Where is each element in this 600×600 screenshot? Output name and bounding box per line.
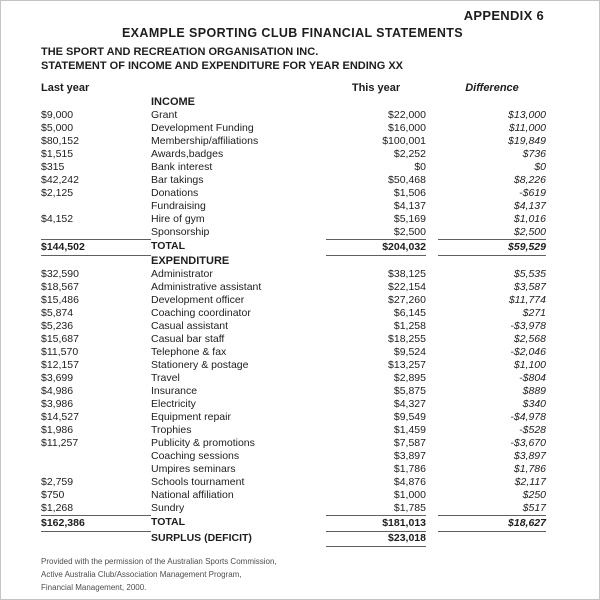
this-year-value: $1,785 — [393, 502, 426, 514]
table-row — [41, 268, 544, 281]
this-year-value: $100,001 — [382, 135, 426, 147]
this-year-value: $1,258 — [393, 320, 426, 332]
this-year-value: $1,000 — [393, 489, 426, 501]
difference-value: $13,000 — [508, 109, 546, 121]
table-row — [41, 502, 544, 515]
table-row — [41, 148, 544, 161]
expenditure-rows — [41, 268, 544, 515]
item-label: Equipment repair — [151, 411, 231, 423]
item-label: Hire of gym — [151, 213, 205, 225]
item-label: Development Funding — [151, 122, 254, 134]
column-header-last-year: Last year — [41, 82, 90, 94]
income-section-label: INCOME — [151, 96, 195, 108]
this-year-value: $1,459 — [393, 424, 426, 436]
difference-value: $1,100 — [513, 359, 546, 371]
last-year-value: $32,590 — [41, 268, 79, 280]
item-label: Administrator — [151, 268, 213, 280]
item-label: Sundry — [151, 502, 185, 514]
column-header-row — [41, 81, 544, 96]
table-row — [41, 411, 544, 424]
last-year-value: $315 — [41, 161, 65, 173]
last-year-value — [41, 450, 151, 463]
this-year-value: $5,875 — [393, 385, 426, 397]
table-row — [41, 450, 544, 463]
last-year-value: $2,125 — [41, 187, 74, 199]
this-year-value: $0 — [414, 161, 426, 173]
last-year-value: $80,152 — [41, 135, 79, 147]
table-row — [41, 226, 544, 239]
this-year-value: $4,876 — [393, 476, 426, 488]
item-label: Insurance — [151, 385, 198, 397]
surplus-row — [41, 531, 544, 547]
document-content — [1, 1, 599, 594]
table-row — [41, 463, 544, 476]
table-row — [41, 213, 544, 226]
item-label: Sponsorship — [151, 226, 210, 238]
this-year-value: $1,786 — [393, 463, 426, 475]
last-year-value: $14,527 — [41, 411, 79, 423]
this-year-value: $27,260 — [388, 294, 426, 306]
item-label: Umpires seminars — [151, 463, 236, 475]
last-year-value: $5,000 — [41, 122, 74, 134]
last-year-value: $11,257 — [41, 437, 79, 449]
last-year-value — [41, 200, 151, 213]
last-year-value: $2,759 — [41, 476, 74, 488]
difference-value: $2,500 — [513, 226, 546, 238]
last-year-value: $1,986 — [41, 424, 74, 436]
expenditure-total-difference: $18,627 — [438, 515, 546, 532]
item-label: Grant — [151, 109, 178, 121]
last-year-value: $15,486 — [41, 294, 79, 306]
difference-value: $1,786 — [513, 463, 546, 475]
item-label: Schools tournament — [151, 476, 245, 488]
page-title: EXAMPLE SPORTING CLUB FINANCIAL STATEMENTS — [121, 26, 464, 40]
appendix-label: APPENDIX 6 — [463, 8, 544, 23]
expenditure-total-label: TOTAL — [151, 516, 186, 528]
this-year-value: $4,137 — [393, 200, 426, 212]
table-row — [41, 187, 544, 200]
table-row — [41, 161, 544, 174]
last-year-value: $12,157 — [41, 359, 79, 371]
this-year-value: $2,252 — [393, 148, 426, 160]
difference-value: $2,117 — [514, 476, 546, 488]
table-row — [41, 333, 544, 346]
column-header-difference: Difference — [465, 82, 519, 94]
item-label: National affiliation — [151, 489, 234, 501]
income-total-this-year: $204,032 — [326, 239, 426, 256]
last-year-value: $18,567 — [41, 281, 79, 293]
last-year-value: $1,268 — [41, 502, 74, 514]
difference-value: $19,849 — [508, 135, 546, 147]
difference-value: -$528 — [519, 424, 546, 436]
income-total-last-year: $144,502 — [41, 239, 151, 256]
expenditure-section-label: EXPENDITURE — [151, 255, 230, 267]
difference-value: $3,897 — [513, 450, 546, 462]
income-section-row — [41, 96, 544, 109]
income-total-label: TOTAL — [151, 240, 186, 252]
this-year-value: $2,500 — [393, 226, 426, 238]
difference-value: $736 — [522, 148, 546, 160]
difference-value: $340 — [522, 398, 546, 410]
last-year-value: $4,152 — [41, 213, 74, 225]
item-label: Fundraising — [151, 200, 206, 212]
item-label: Casual bar staff — [151, 333, 225, 345]
column-header-this-year: This year — [351, 82, 401, 94]
income-total-difference: $59,529 — [438, 239, 546, 256]
expenditure-total-this-year: $181,013 — [326, 515, 426, 532]
item-label: Membership/affiliations — [151, 135, 259, 147]
item-label: Bar takings — [151, 174, 204, 186]
difference-value: -$804 — [519, 372, 546, 384]
table-row — [41, 135, 544, 148]
this-year-value: $3,897 — [393, 450, 426, 462]
last-year-value — [41, 463, 151, 476]
difference-value: $11,000 — [508, 122, 546, 134]
table-row — [41, 320, 544, 333]
this-year-value: $50,468 — [388, 174, 426, 186]
table-row — [41, 281, 544, 294]
table-row — [41, 122, 544, 135]
table-row — [41, 294, 544, 307]
table-row — [41, 307, 544, 320]
this-year-value: $13,257 — [388, 359, 426, 371]
this-year-value: $6,145 — [393, 307, 426, 319]
item-label: Awards,badges — [151, 148, 224, 160]
item-label: Casual assistant — [151, 320, 229, 332]
difference-value: $5,535 — [513, 268, 546, 280]
difference-value: $3,587 — [513, 281, 546, 293]
difference-value: $889 — [522, 385, 546, 397]
this-year-value: $5,169 — [393, 213, 426, 225]
this-year-value: $2,895 — [393, 372, 426, 384]
table-row — [41, 489, 544, 502]
difference-value: $250 — [522, 489, 546, 501]
difference-value: $271 — [522, 307, 546, 319]
footer-line: Financial Management, 2000. — [41, 583, 147, 592]
table-row — [41, 359, 544, 372]
footer-line: Active Australia Club/Association Management Program, — [41, 570, 242, 579]
last-year-value: $750 — [41, 489, 65, 501]
item-label: Telephone & fax — [151, 346, 227, 358]
difference-value: $1,016 — [513, 213, 546, 225]
expenditure-total-last-year: $162,386 — [41, 515, 151, 532]
difference-value: $0 — [534, 161, 546, 173]
table-row — [41, 398, 544, 411]
difference-value: -$2,046 — [510, 346, 546, 358]
item-label: Coaching coordinator — [151, 307, 251, 319]
this-year-value: $7,587 — [393, 437, 426, 449]
last-year-value — [41, 226, 151, 239]
difference-value: $8,226 — [513, 174, 546, 186]
this-year-value: $9,549 — [393, 411, 426, 423]
table-row — [41, 174, 544, 187]
last-year-value: $3,986 — [41, 398, 74, 410]
difference-value: $2,568 — [513, 333, 546, 345]
difference-value: $11,774 — [508, 294, 546, 306]
last-year-value: $11,570 — [41, 346, 79, 358]
organisation-name: THE SPORT AND RECREATION ORGANISATION INC. — [41, 46, 319, 58]
this-year-value: $4,327 — [393, 398, 426, 410]
last-year-value: $9,000 — [41, 109, 74, 121]
table-row — [41, 437, 544, 450]
expenditure-section-row — [41, 255, 544, 268]
this-year-value: $9,524 — [393, 346, 426, 358]
footer-attribution — [41, 555, 544, 594]
table-row — [41, 385, 544, 398]
table-row — [41, 372, 544, 385]
this-year-value: $38,125 — [388, 268, 426, 280]
statement-title: STATEMENT OF INCOME AND EXPENDITURE FOR YEAR ENDING XX — [41, 60, 404, 72]
footer-line: Provided with the permission of the Australian Sports Commission, — [41, 557, 277, 566]
difference-value: $517 — [522, 502, 546, 514]
table-row — [41, 200, 544, 213]
difference-value: -$4,978 — [510, 411, 546, 423]
table-row — [41, 346, 544, 359]
surplus-label: SURPLUS (DEFICIT) — [151, 532, 252, 544]
last-year-value: $5,236 — [41, 320, 74, 332]
this-year-value: $1,506 — [393, 187, 426, 199]
table-row — [41, 424, 544, 437]
this-year-value: $16,000 — [388, 122, 426, 134]
item-label: Publicity & promotions — [151, 437, 255, 449]
item-label: Development officer — [151, 294, 245, 306]
item-label: Donations — [151, 187, 199, 199]
last-year-value: $3,699 — [41, 372, 74, 384]
income-rows — [41, 109, 544, 239]
last-year-value: $15,687 — [41, 333, 79, 345]
item-label: Electricity — [151, 398, 196, 410]
item-label: Coaching sessions — [151, 450, 240, 462]
difference-value: $4,137 — [513, 200, 546, 212]
difference-value: -$3,670 — [510, 437, 546, 449]
difference-value: -$3,978 — [510, 320, 546, 332]
this-year-value: $22,000 — [388, 109, 426, 121]
last-year-value: $1,515 — [41, 148, 74, 160]
item-label: Stationery & postage — [151, 359, 249, 371]
surplus-this-year: $23,018 — [326, 531, 426, 547]
this-year-value: $18,255 — [388, 333, 426, 345]
last-year-value: $42,242 — [41, 174, 79, 186]
difference-value: -$619 — [519, 187, 546, 199]
table-row — [41, 476, 544, 489]
item-label: Travel — [151, 372, 180, 384]
last-year-value: $4,986 — [41, 385, 74, 397]
item-label: Bank interest — [151, 161, 213, 173]
item-label: Administrative assistant — [151, 281, 262, 293]
expenditure-total-row — [41, 515, 544, 531]
income-total-row — [41, 239, 544, 255]
item-label: Trophies — [151, 424, 192, 436]
last-year-value: $5,874 — [41, 307, 74, 319]
this-year-value: $22,154 — [388, 281, 426, 293]
table-row — [41, 109, 544, 122]
